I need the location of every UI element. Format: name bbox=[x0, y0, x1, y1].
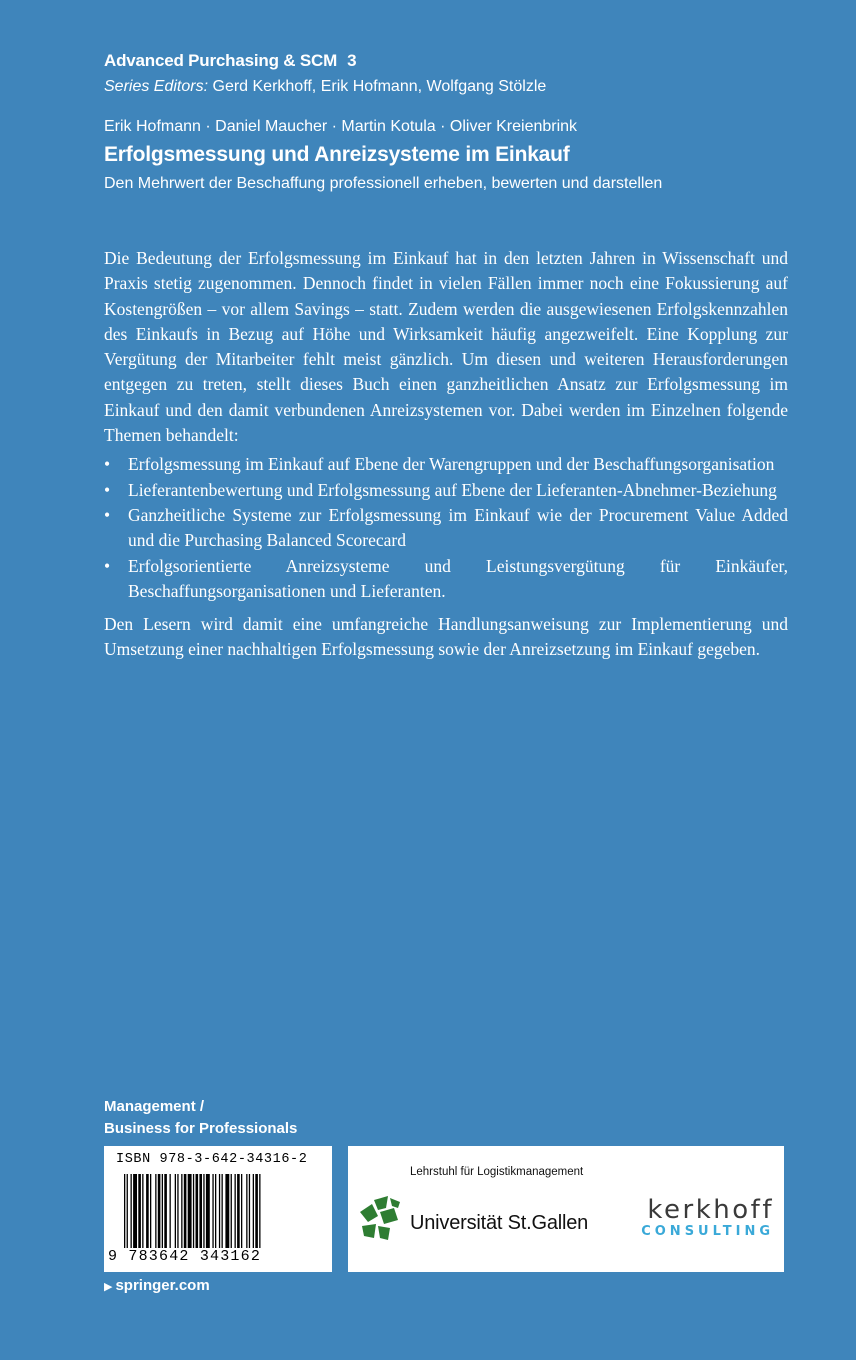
barcode-bar bbox=[184, 1174, 187, 1248]
barcode-bar bbox=[219, 1174, 220, 1248]
hsg-logo-icon bbox=[358, 1194, 402, 1242]
topic-item: • Ganzheitliche Systeme zur Erfolgsmessung im Einkauf wie der Procurement Value Added und die Purchasing Balanced Scorecard bbox=[104, 503, 788, 554]
blurb-intro: Die Bedeutung der Erfolgsmessung im Einkauf hat in den letzten Jahren in Wissenschaft und Praxis stetig zugenommen. Dennoch findet in vielen Fällen immer noch eine Fokussierung auf Kostengrößen – vor allem Savings – statt. Zudem werden die ausgewiesenen Erfolgskennzahlen des Einkaufs in Bezug auf Höhe und Wirksamkeit häufig angezweifelt. Eine Kopplung zur Vergütung der Mitarbeiter fehlt meist gänzlich. Um diesen und weiteren Herausforderungen entgegen zu treten, stellt dieses Buch einen ganzheitlichen Ansatz zur Erfolgsmessung im Einkauf und den damit verbundenen Anreizsystemen vor. Dabei werden im Einzelnen folgende Themen behandelt: bbox=[104, 248, 788, 446]
kerkhoff-name: kerkhoff bbox=[647, 1195, 774, 1225]
barcode-bar bbox=[155, 1174, 156, 1248]
barcode-bar bbox=[206, 1174, 210, 1248]
barcode-bar bbox=[225, 1174, 229, 1248]
barcode-bar bbox=[177, 1174, 178, 1248]
series-name: Advanced Purchasing & SCM bbox=[104, 51, 338, 70]
arrow-right-icon: ▶ bbox=[104, 1281, 113, 1293]
editors-names: Gerd Kerkhoff, Erik Hofmann, Wolfgang Stölzle bbox=[208, 78, 547, 95]
barcode-bar bbox=[231, 1174, 232, 1248]
barcode-bar bbox=[196, 1174, 199, 1248]
blurb-closing: Den Lesern wird damit eine umfangreiche Handlungsanweisung zur Implementierung und Umsetzung einer nachhaltigen Erfolgsmessung sowie der Anreizsetzung im Einkauf gegeben. bbox=[104, 614, 788, 660]
barcode-bar bbox=[249, 1174, 250, 1248]
springer-url: springer.com bbox=[115, 1277, 210, 1294]
kerkhoff-logo bbox=[641, 1196, 774, 1240]
barcode-bar bbox=[170, 1174, 171, 1248]
barcode-bar bbox=[150, 1174, 151, 1248]
authors: Erik Hofmann · Daniel Maucher · Martin Kotula · Oliver Kreienbrink bbox=[104, 118, 578, 135]
barcode-bar bbox=[181, 1174, 182, 1248]
partner-logos bbox=[348, 1146, 784, 1272]
barcode-bar bbox=[131, 1174, 132, 1248]
barcode-bar bbox=[142, 1174, 143, 1248]
series-line bbox=[104, 50, 804, 72]
barcode-bar bbox=[158, 1174, 161, 1248]
barcode-bar bbox=[215, 1174, 216, 1248]
series-number: 3 bbox=[347, 51, 357, 70]
series-header bbox=[104, 50, 804, 195]
category-line-2: Business for Professionals bbox=[104, 1120, 298, 1137]
editors-label: Series Editors: bbox=[104, 78, 209, 95]
barcode-bar bbox=[235, 1174, 236, 1248]
topic-item: • Erfolgsorientierte Anreizsysteme und Leistungsvergütung für Einkäufer, Beschaffungsorganisationen und Lieferanten. bbox=[104, 554, 788, 605]
subject-category bbox=[104, 1096, 297, 1140]
barcode-bar bbox=[164, 1174, 167, 1248]
university-name: Universität St.Gallen bbox=[410, 1212, 589, 1234]
barcode-digits: 9 783642 343162 bbox=[108, 1248, 262, 1265]
isbn-number: ISBN 978-3-642-34316-2 bbox=[116, 1152, 308, 1167]
isbn-barcode bbox=[104, 1146, 332, 1272]
barcode-bar bbox=[199, 1174, 202, 1248]
kerkhoff-sub: CONSULTING bbox=[641, 1224, 774, 1239]
topic-item: • Lieferantenbewertung und Erfolgsmessung auf Ebene der Lieferanten-Abnehmer-Beziehung bbox=[104, 478, 788, 503]
barcode-bar bbox=[259, 1174, 260, 1248]
barcode-bar bbox=[222, 1174, 223, 1248]
book-title: Erfolgsmessung und Anreizsysteme im Einkauf bbox=[104, 143, 570, 166]
barcode-bar bbox=[246, 1174, 247, 1248]
book-subtitle: Den Mehrwert der Beschaffung professionell erheben, bewerten und darstellen bbox=[104, 175, 663, 192]
blurb bbox=[104, 246, 788, 663]
barcode-bar bbox=[253, 1174, 254, 1248]
barcode-bar bbox=[188, 1174, 192, 1248]
barcode-bar bbox=[212, 1174, 213, 1248]
barcode-bar bbox=[124, 1174, 125, 1248]
barcode-icon bbox=[124, 1174, 320, 1248]
barcode-bar bbox=[146, 1174, 149, 1248]
barcode-bar bbox=[127, 1174, 128, 1248]
barcode-bar bbox=[193, 1174, 194, 1248]
barcode-bar bbox=[255, 1174, 258, 1248]
barcode-bar bbox=[241, 1174, 242, 1248]
barcode-bar bbox=[133, 1174, 137, 1248]
barcode-bar bbox=[138, 1174, 141, 1248]
topic-item: • Erfolgsmessung im Einkauf auf Ebene der Warengruppen und der Beschaffungsorganisation bbox=[104, 452, 788, 477]
barcode-bar bbox=[175, 1174, 176, 1248]
barcode-bar bbox=[162, 1174, 163, 1248]
chair-name: Lehrstuhl für Logistikmanagement bbox=[410, 1166, 584, 1178]
barcode-bar bbox=[203, 1174, 204, 1248]
series-editors bbox=[104, 76, 804, 98]
category-line-1: Management / bbox=[104, 1098, 205, 1115]
topic-list bbox=[104, 452, 788, 604]
barcode-bar bbox=[237, 1174, 240, 1248]
springer-link[interactable] bbox=[104, 1276, 210, 1297]
